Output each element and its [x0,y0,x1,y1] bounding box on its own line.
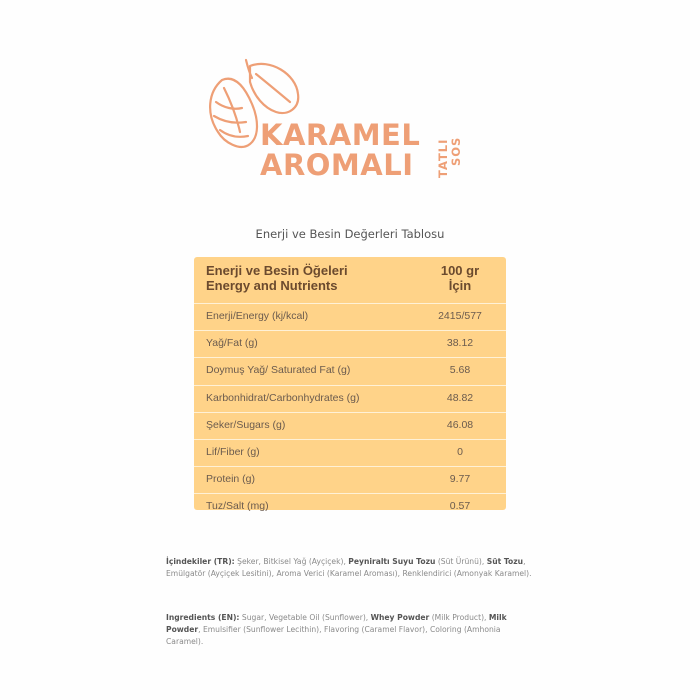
nutrition-rows [194,303,506,521]
table-row [194,385,506,412]
ingredients-tr-text: (Süt Ürünü), [435,557,487,566]
table-row [194,357,506,384]
table-row [194,439,506,466]
ingredients-en-text: Sugar, Vegetable Oil (Sunflower), [239,613,371,622]
nutrition-table [194,257,506,513]
row-label: Protein (g) [206,473,256,486]
ingredients-en-text: (Milk Product), [429,613,489,622]
header-amount: 100 gr [440,263,480,278]
ingredients-tr-label: İçindekiler (TR): [166,557,235,566]
brand-subtitle [436,122,463,178]
table-row [194,412,506,439]
row-value: 9.77 [449,473,471,486]
header-nutrients-tr: Enerji ve Besin Öğeleri [206,263,348,278]
ingredients-tr-text: , Emülgatör (Ayçiçek Lesitini), Aroma Verici (Karamel Aroması), Renklendirici (Amonyak Karamel). [166,557,532,578]
ingredients-tr-allergen: Süt Tozu [486,557,524,566]
row-label: Doymuş Yağ/ Saturated Fat (g) [206,364,351,377]
row-value: 0 [457,445,463,458]
header-nutrients-en: Energy and Nutrients [206,278,338,293]
ingredients-tr-text: Şeker, Bitkisel Yağ (Ayçiçek), [234,557,349,566]
table-row [194,493,506,520]
ingredients-en-allergen: Whey Powder [370,613,430,622]
row-label: Yağ/Fat (g) [206,337,258,350]
table-row [194,330,506,357]
brand-side-2: SOS [449,136,463,166]
row-value: 46.08 [446,418,474,431]
row-value: 5.68 [449,364,471,377]
header-per: İçin [448,278,472,293]
row-label: Enerji/Energy (kj/kcal) [206,310,309,322]
ingredients-tr [166,556,536,580]
nutrition-header [194,257,506,301]
ingredients-en-text: , Emulsifier (Sunflower Lecithin), Flavoring (Caramel Flavor), Coloring (Amhonia Caramel). [166,625,501,646]
header-per-100g [422,263,498,293]
ingredients-en-allergen: Milk Powder [166,613,507,634]
ingredients-en-label: Ingredients (EN): [166,613,240,622]
row-value: 48.82 [446,391,474,404]
brand-side-1: TATLI [436,138,450,178]
table-row [194,303,506,330]
ingredients-en [166,612,536,648]
brand-line-1: KARAMEL [260,118,421,152]
row-value: 0.57 [449,500,471,513]
row-value: 2415/577 [438,310,482,322]
table-row [194,466,506,493]
brand-logo [200,52,520,192]
brand-name [260,120,420,180]
row-label: Lif/Fiber (g) [206,445,260,458]
table-title: Enerji ve Besin Değerleri Tablosu [255,227,445,241]
ingredients-tr-allergen: Peyniraltı Suyu Tozu [348,557,436,566]
row-label: Şeker/Sugars (g) [206,418,286,431]
row-label: Karbonhidrat/Carbonhydrates (g) [206,391,360,404]
row-label: Tuz/Salt (mg) [206,500,269,513]
row-value: 38.12 [446,337,474,350]
header-nutrients [206,263,348,293]
brand-line-2: AROMALI [260,148,414,182]
